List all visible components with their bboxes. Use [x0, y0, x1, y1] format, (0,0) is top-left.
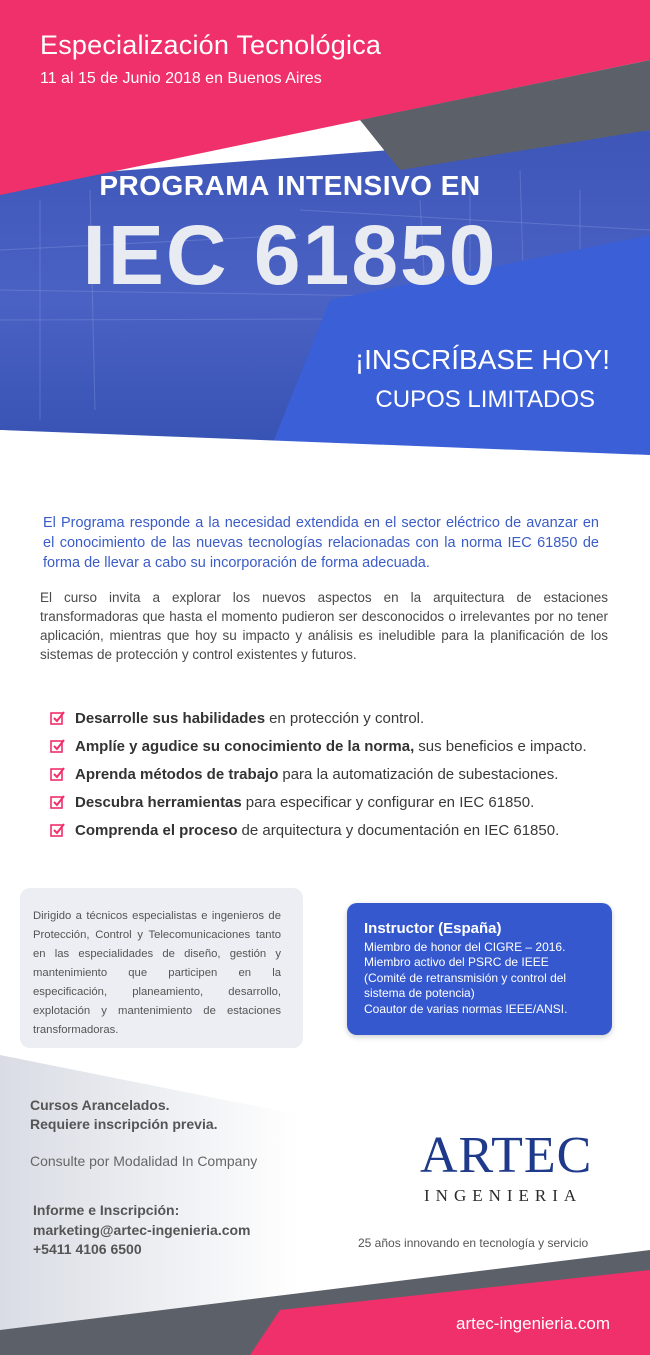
benefit-text: para especificar y configurar en IEC 61850. [245, 793, 535, 811]
checkbox-checked-icon [50, 738, 66, 754]
body-paragraph: El curso invita a explorar los nuevos aspectos en la arquitectura de estaciones transformadoras que hasta el momento pudieron ser desconocidos o irrelevantes por no tener aplicación, mientras que hoy su impacto y análisis es ineludible para la planificación de los sistemas de protección y control existentes y futuros. [40, 590, 608, 662]
instructor-title: Instructor (España) [364, 920, 502, 937]
artec-logo: ARTEC [420, 1127, 593, 1184]
benefit-bold: Aprenda métodos de trabajo [75, 765, 279, 783]
list-item [50, 788, 587, 816]
audience-text: Dirigido a técnicos especialistas e ingenieros de Protección, Control y Telecomunicaciones tanto en las especialidades de diseño, gestión y mantenimiento que participen en la especificación, planeamiento, desarrollo, explotación y mantenimiento de estaciones transformadoras. [33, 910, 281, 1036]
registration-required: Requiere inscripción previa. [30, 1116, 218, 1132]
list-item [50, 760, 587, 788]
list-item [50, 732, 587, 760]
instructor-line: sistema de potencia) [364, 986, 475, 1000]
benefits-list [50, 704, 587, 844]
limited-spots: CUPOS LIMITADOS [375, 386, 595, 413]
benefit-bold: Comprenda el proceso [75, 821, 238, 839]
benefit-bold: Descubra herramientas [75, 793, 242, 811]
benefit-text: para la automatización de subestaciones. [282, 765, 559, 783]
benefit-bold: Desarrolle sus habilidades [75, 709, 266, 727]
checkbox-checked-icon [50, 794, 66, 810]
contact-email-link[interactable]: marketing@artec-ingenieria.com [33, 1221, 251, 1238]
contact-phone-link[interactable]: +5411 4106 6500 [33, 1241, 142, 1257]
instructor-line: (Comité de retransmisión y control del [364, 971, 567, 985]
list-item [50, 704, 587, 732]
program-name: IEC 61850 [82, 208, 498, 302]
fees-info [30, 1096, 218, 1134]
checkbox-checked-icon [50, 822, 66, 838]
instructor-line: Miembro de honor del CIGRE – 2016. [364, 940, 566, 954]
checkbox-checked-icon [50, 766, 66, 782]
website-link[interactable]: artec-ingenieria.com [455, 1314, 610, 1333]
program-line: PROGRAMA INTENSIVO EN [99, 170, 481, 201]
intro-paragraph: El Programa responde a la necesidad extendida en el sector eléctrico de avanzar en el conocimiento de las nuevas tecnologías relacionadas con la norma IEC 61850 de forma de llevar a cabo su incorporación de forma adecuada. [43, 515, 599, 571]
instructor-line: Miembro activo del PSRC de IEEE [364, 955, 549, 969]
contact-title: Informe e Inscripción: [33, 1202, 180, 1218]
register-cta[interactable]: ¡INSCRÍBASE HOY! [354, 344, 610, 375]
benefit-text: sus beneficios e impacto. [418, 737, 587, 755]
list-item [50, 816, 587, 844]
benefit-bold: Amplíe y agudice su conocimiento de la norma, [75, 737, 415, 755]
benefit-text: de arquitectura y documentación en IEC 61850. [241, 821, 560, 839]
event-title: Especialización Tecnológica [40, 30, 382, 60]
instructor-line: Coautor de varias normas IEEE/ANSI. [364, 1002, 568, 1016]
artec-logo-sub: INGENIERIA [424, 1186, 583, 1205]
checkbox-checked-icon [50, 710, 66, 726]
brand-tagline: 25 años innovando en tecnología y servicio [358, 1236, 589, 1250]
event-date-location: 11 al 15 de Junio 2018 en Buenos Aires [40, 70, 322, 87]
contact-info [33, 1201, 251, 1260]
in-company-note: Consulte por Modalidad In Company [30, 1153, 258, 1169]
benefit-text: en protección y control. [269, 709, 425, 727]
fees-line: Cursos Arancelados. [30, 1097, 170, 1113]
